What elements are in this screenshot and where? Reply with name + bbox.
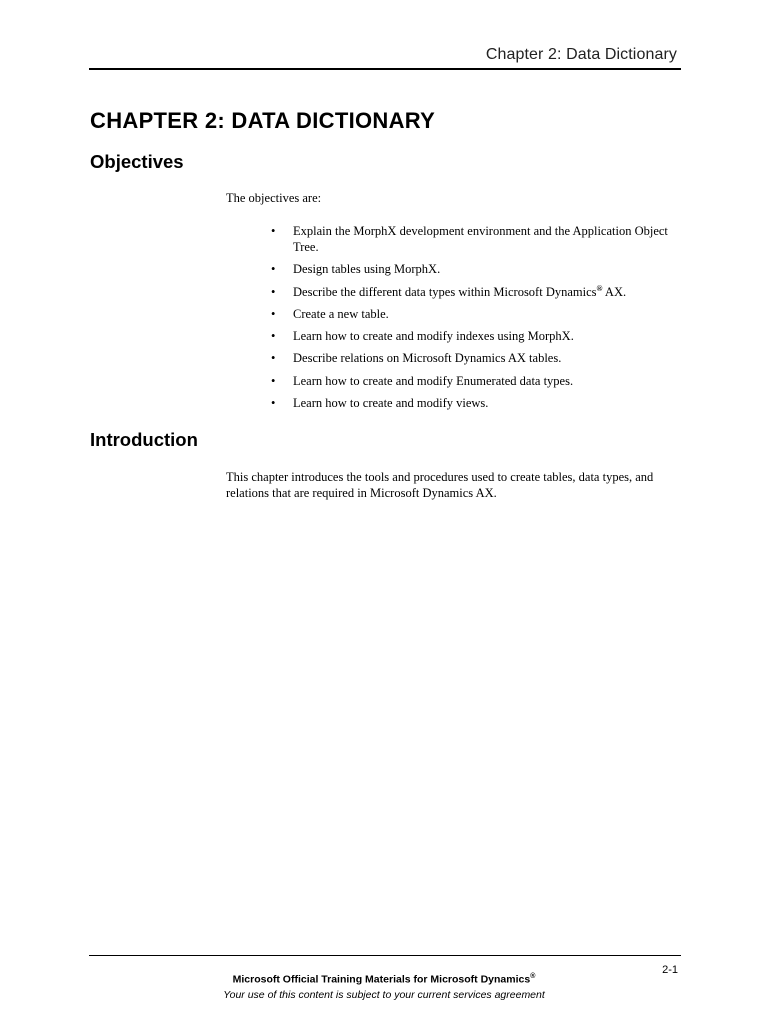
objective-text (293, 285, 626, 299)
objective-text: Design tables using MorphX. (293, 262, 441, 277)
registered-mark: ® (596, 283, 603, 293)
bullet-icon: • (271, 373, 276, 388)
bullet-icon: • (271, 262, 276, 277)
bullet-icon: • (271, 329, 276, 344)
objective-text: Learn how to create and modify indexes using MorphX. (293, 329, 574, 344)
objective-text-main: Describe the different data types within Microsoft Dynamics (293, 284, 597, 299)
header-rule (89, 68, 681, 70)
objectives-heading: Objectives (90, 151, 184, 172)
objective-text: Create a new table. (293, 306, 389, 321)
objective-text: Describe relations on Microsoft Dynamics AX tables. (293, 351, 562, 366)
objective-text: Explain the MorphX development environment and the Application Object Tree. (293, 224, 668, 254)
objective-item (226, 223, 686, 255)
objective-text: Learn how to create and modify views. (293, 396, 489, 411)
footer-line1-text: Microsoft Official Training Materials for Microsoft Dynamics (232, 973, 531, 986)
bullet-icon: • (271, 284, 276, 299)
objective-text-suffix: AX. (602, 284, 627, 299)
footer-copyright-line (0, 973, 768, 986)
objective-item (226, 328, 686, 344)
objective-item (226, 373, 686, 389)
footer-rule (89, 955, 681, 956)
objective-item (226, 350, 686, 366)
bullet-icon: • (271, 396, 276, 411)
objective-text: Learn how to create and modify Enumerated data types. (293, 373, 574, 388)
chapter-title: CHAPTER 2: DATA DICTIONARY (90, 108, 436, 133)
objective-item (226, 395, 686, 411)
objective-item (226, 284, 686, 300)
objectives-intro: The objectives are: (226, 191, 322, 205)
running-header: Chapter 2: Data Dictionary (485, 46, 677, 63)
introduction-paragraph: This chapter introduces the tools and procedures used to create tables, data types, and relations that are required in Microsoft Dynamics AX. (226, 470, 654, 500)
objective-item (226, 261, 686, 277)
page-number: 2-1 (662, 964, 678, 976)
footer-agreement-line: Your use of this content is subject to your current services agreement (223, 989, 545, 1001)
bullet-icon: • (271, 306, 276, 321)
objectives-list (226, 223, 686, 417)
objective-item (226, 306, 686, 322)
registered-mark: ® (530, 973, 536, 980)
bullet-icon: • (271, 224, 276, 238)
introduction-heading: Introduction (90, 429, 198, 450)
bullet-icon: • (271, 351, 276, 366)
